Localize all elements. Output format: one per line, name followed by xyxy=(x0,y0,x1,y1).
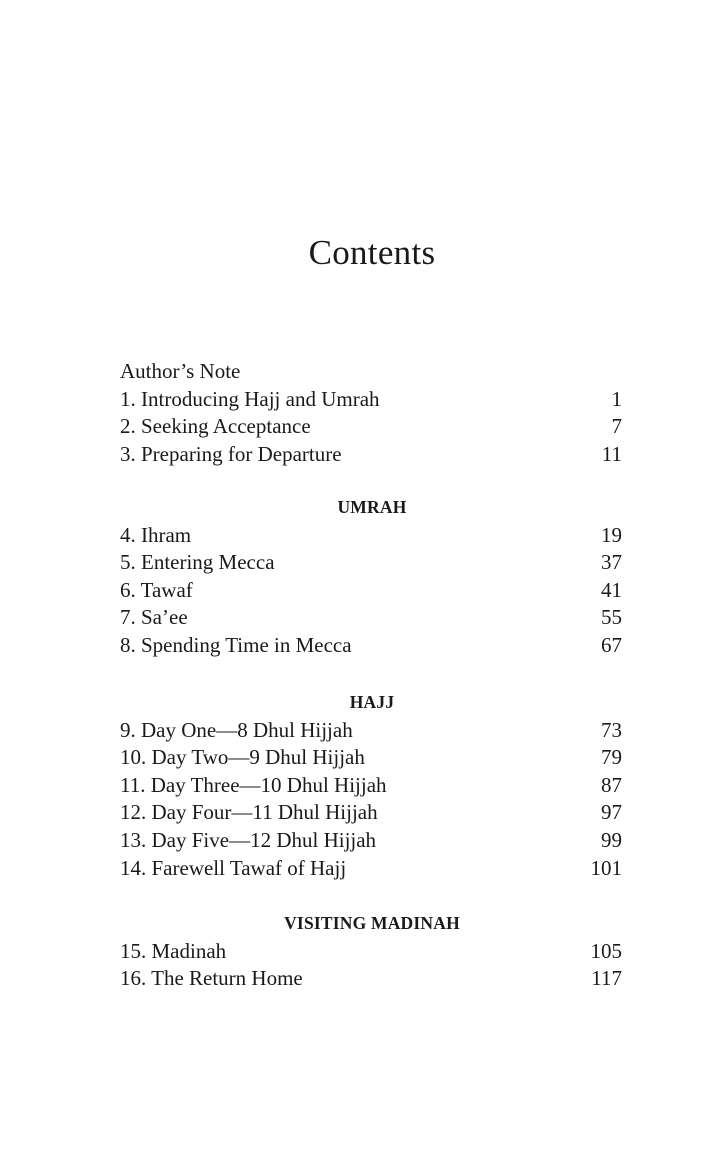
toc-entry-label: 1. Introducing Hajj and Umrah xyxy=(120,386,380,411)
toc-entry-page: 73 xyxy=(601,717,622,742)
toc-entry-label: 4. Ihram xyxy=(120,522,192,547)
toc-entry-label: 6. Tawaf xyxy=(120,577,193,602)
toc-entry[interactable] xyxy=(120,772,622,800)
toc-entry[interactable] xyxy=(120,799,622,827)
toc-entry[interactable] xyxy=(120,717,622,745)
toc-entry[interactable] xyxy=(120,441,622,469)
toc-entry[interactable] xyxy=(120,413,622,441)
page-title: Contents xyxy=(308,233,436,272)
toc-front-matter xyxy=(120,358,622,468)
toc-entry-page: 55 xyxy=(601,605,622,630)
toc-entry-label: 11. Day Three—10 Dhul Hijjah xyxy=(120,772,387,797)
toc-entry[interactable] xyxy=(120,577,622,605)
toc-entry-page: 99 xyxy=(601,827,622,852)
toc-entry-label: 15. Madinah xyxy=(120,938,227,963)
toc-entry[interactable] xyxy=(120,938,622,966)
toc-entry[interactable] xyxy=(120,358,622,386)
toc-entry[interactable] xyxy=(120,632,622,660)
toc-entry-page: 79 xyxy=(601,745,622,770)
toc-entry-page: 101 xyxy=(590,855,622,880)
toc-entry[interactable] xyxy=(120,744,622,772)
toc-entry[interactable] xyxy=(120,522,622,550)
toc-entry[interactable] xyxy=(120,386,622,414)
toc-entry-label: 8. Spending Time in Mecca xyxy=(120,632,352,657)
toc-entry-label: 3. Preparing for Departure xyxy=(120,441,342,466)
toc-entry-label: 7. Sa’ee xyxy=(120,605,188,630)
toc-section-visiting-madinah xyxy=(120,910,622,993)
toc-entry[interactable] xyxy=(120,549,622,577)
toc-entry-page: 105 xyxy=(590,938,622,963)
toc-entry-page: 67 xyxy=(601,632,622,657)
section-heading: UMRAH xyxy=(337,497,407,517)
toc-entry-page: 37 xyxy=(601,550,622,575)
toc-entry-page: 7 xyxy=(611,414,622,439)
section-heading: VISITING MADINAH xyxy=(284,913,460,933)
toc-entry-label: 13. Day Five—12 Dhul Hijjah xyxy=(120,827,377,852)
toc-entry-page: 41 xyxy=(601,577,622,602)
section-heading: HAJJ xyxy=(349,692,395,712)
toc-entry[interactable] xyxy=(120,855,622,883)
toc-section-umrah xyxy=(120,494,622,660)
toc-entry-page: 11 xyxy=(601,441,622,466)
toc-entry[interactable] xyxy=(120,827,622,855)
toc-entry-page: 87 xyxy=(601,772,622,797)
toc-entry-label: 5. Entering Mecca xyxy=(120,550,275,575)
toc-entry[interactable] xyxy=(120,604,622,632)
toc-entry-label: 14. Farewell Tawaf of Hajj xyxy=(120,855,347,880)
toc-entry-page: 19 xyxy=(601,522,622,547)
toc-entry[interactable] xyxy=(120,965,622,993)
toc-section-hajj xyxy=(120,689,622,882)
toc-entry-label: 2. Seeking Acceptance xyxy=(120,414,311,439)
toc-entry-label: Author’s Note xyxy=(120,359,241,383)
toc-entry-label: 12. Day Four—11 Dhul Hijjah xyxy=(120,800,378,825)
toc-entry-page: 1 xyxy=(611,386,622,411)
toc-entry-page: 97 xyxy=(601,800,622,825)
toc-entry-label: 9. Day One—8 Dhul Hijjah xyxy=(120,717,353,742)
toc-entry-label: 10. Day Two—9 Dhul Hijjah xyxy=(120,745,365,770)
toc-entry-label: 16. The Return Home xyxy=(120,966,303,991)
toc-entry-page: 117 xyxy=(591,966,622,991)
